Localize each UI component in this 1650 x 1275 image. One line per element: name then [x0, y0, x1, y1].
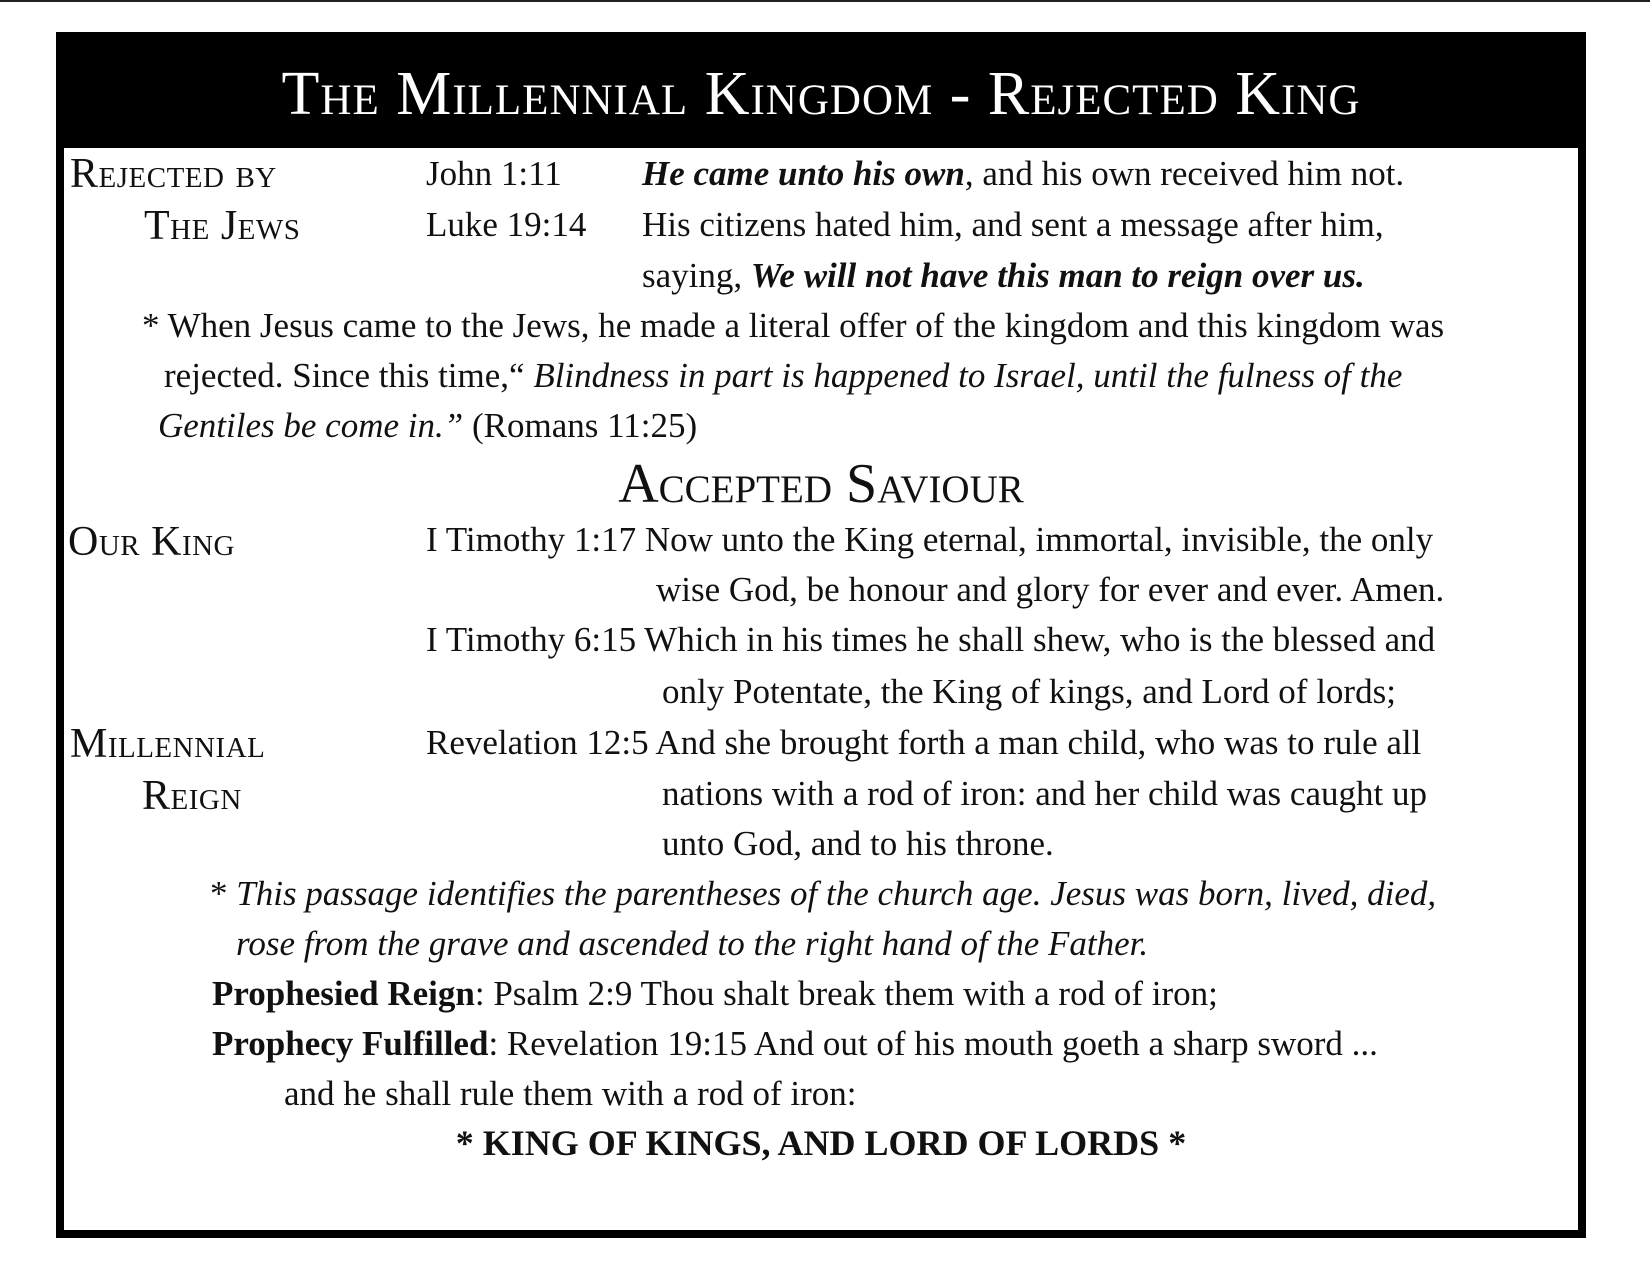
- prophecy-fulfilled-line1: [212, 1024, 1378, 1064]
- verse-timothy-615-line2: only Potentate, the King of kings, and Lord of lords;: [662, 672, 1396, 711]
- verse-text: , and his own received him not.: [964, 154, 1405, 193]
- note-text: rejected. Since this time,“: [164, 356, 534, 395]
- section-label-rejected-line2: The Jews: [144, 203, 301, 249]
- verse-revelation-125-line2: nations with a rod of iron: and her child was caught up: [662, 774, 1427, 813]
- note-quote: Blindness in part is happened to Israel, until the fulness of the: [533, 356, 1403, 395]
- section-label-rejected-line1: Rejected by: [70, 151, 277, 197]
- content-frame: [56, 32, 1586, 1238]
- prophecy-fulfilled-label: Prophecy Fulfilled: [212, 1024, 489, 1063]
- verse-ref-john: John 1:11: [426, 154, 562, 193]
- note-citation: (Romans 11:25): [463, 406, 698, 445]
- verse-timothy-117-line2: wise God, be honour and glory for ever and ever. Amen.: [656, 570, 1445, 609]
- verse-timothy-117-line1: I Timothy 1:17 Now unto the King eternal, immortal, invisible, the only: [426, 520, 1434, 559]
- note-rejected-line1: * When Jesus came to the Jews, he made a literal offer of the kingdom and this kingdom was: [142, 306, 1445, 345]
- top-rule: [0, 0, 1650, 2]
- verse-emphasis: He came unto his own: [642, 154, 965, 193]
- note-rejected-line3: [158, 406, 697, 446]
- verse-revelation-125-line3: unto God, and to his throne.: [662, 824, 1054, 863]
- verse-emphasis: We will not have this man to reign over us.: [750, 256, 1365, 295]
- page-title: The Millennial Kingdom - Rejected King: [64, 40, 1578, 148]
- prophesied-reign-text: : Psalm 2:9 Thou shalt break them with a rod of iron;: [474, 974, 1218, 1013]
- prophesied-reign-line: [212, 974, 1218, 1014]
- verse-text-john: [642, 154, 1404, 194]
- note-accepted-line1: [210, 874, 1436, 914]
- verse-text-luke-line2: [642, 256, 1365, 296]
- note-quote: Gentiles be come in.”: [158, 406, 464, 445]
- section-heading-accepted: Accepted Saviour: [618, 453, 1024, 515]
- note-text: This passage identifies the parentheses of the church age. Jesus was born, lived, died,: [236, 874, 1437, 913]
- prophecy-fulfilled-text: : Revelation 19:15 And out of his mouth goeth a sharp sword ...: [488, 1024, 1378, 1063]
- verse-text: saying,: [642, 256, 751, 295]
- note-star: *: [210, 874, 237, 913]
- note-accepted-line2: rose from the grave and ascended to the right hand of the Father.: [236, 924, 1149, 963]
- verse-ref-luke: Luke 19:14: [426, 205, 587, 244]
- closing-declaration: * KING OF KINGS, AND LORD OF LORDS *: [455, 1123, 1187, 1163]
- prophesied-reign-label: Prophesied Reign: [212, 974, 475, 1013]
- section-label-our-king: Our King: [68, 519, 235, 565]
- verse-text-luke-line1: His citizens hated him, and sent a message after him,: [642, 205, 1384, 244]
- prophecy-fulfilled-line2: and he shall rule them with a rod of iron:: [284, 1074, 857, 1113]
- verse-revelation-125-line1: Revelation 12:5 And she brought forth a man child, who was to rule all: [426, 723, 1422, 762]
- verse-timothy-615-line1: I Timothy 6:15 Which in his times he shall shew, who is the blessed and: [426, 620, 1436, 659]
- note-rejected-line2: [164, 356, 1402, 396]
- section-label-millennial-line1: Millennial: [70, 721, 266, 767]
- section-label-millennial-line2: Reign: [142, 773, 242, 819]
